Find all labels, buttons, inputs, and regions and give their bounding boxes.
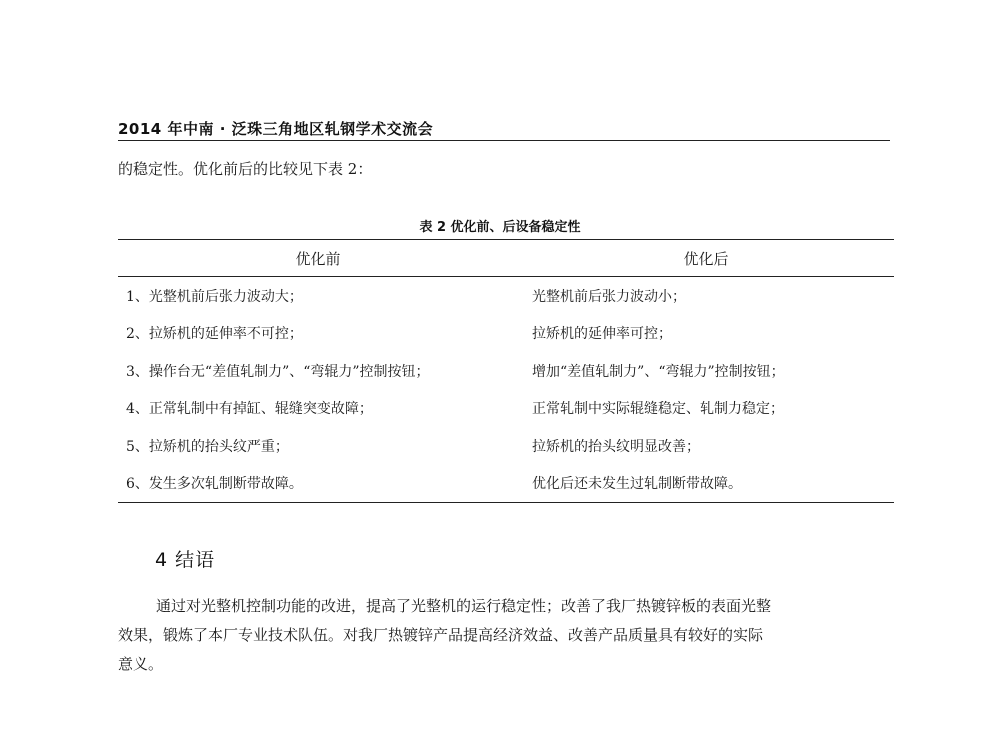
cell-before: 5、拉矫机的抬头纹严重； (126, 438, 289, 455)
cell-after: 优化后还未发生过轧制断带故障。 (532, 476, 742, 493)
cell-before: 6、发生多次轧制断带故障。 (126, 476, 303, 493)
header-rule (118, 140, 890, 141)
cell-after: 光整机前后张力波动小； (532, 288, 686, 305)
paragraph-line: 意义。 (118, 655, 164, 673)
table-row (118, 465, 894, 503)
table-row (118, 427, 894, 465)
table-caption: 表 2 优化前、后设备稳定性 (419, 220, 581, 235)
table-row (118, 352, 894, 390)
column-header-after: 优化后 (683, 249, 729, 268)
cell-before: 2、拉矫机的延伸率不可控； (126, 326, 303, 343)
paragraph-line: 通过对光整机控制功能的改进，提高了光整机的运行稳定性；改善了我厂热镀锌板的表面光整 (156, 597, 772, 615)
section-heading: 4 结语 (155, 549, 216, 571)
comparison-table (118, 239, 894, 503)
paragraph-line: 效果，锻炼了本厂专业技术队伍。对我厂热镀锌产品提高经济效益、改善产品质量具有较好的实际 (118, 626, 764, 644)
running-header: 2014 年中南 · 泛珠三角地区轧钢学术交流会 (118, 120, 434, 138)
table-row (118, 277, 894, 315)
intro-text: 的稳定性。优化前后的比较见下表 2： (118, 160, 373, 178)
conclusion-paragraph (118, 592, 894, 679)
cell-before: 3、操作台无“差值轧制力”、“弯辊力”控制按钮； (126, 363, 430, 380)
cell-after: 增加“差值轧制力”、“弯辊力”控制按钮； (532, 363, 785, 380)
table-header-row (118, 240, 894, 277)
column-header-before: 优化前 (295, 249, 341, 268)
cell-before: 1、光整机前后张力波动大； (126, 288, 303, 305)
table-row (118, 315, 894, 353)
cell-before: 4、正常轧制中有掉缸、辊缝突变故障； (126, 401, 373, 418)
cell-after: 正常轧制中实际辊缝稳定、轧制力稳定； (532, 401, 784, 418)
cell-after: 拉矫机的抬头纹明显改善； (532, 438, 700, 455)
cell-after: 拉矫机的延伸率可控； (532, 326, 672, 343)
table-row (118, 390, 894, 428)
